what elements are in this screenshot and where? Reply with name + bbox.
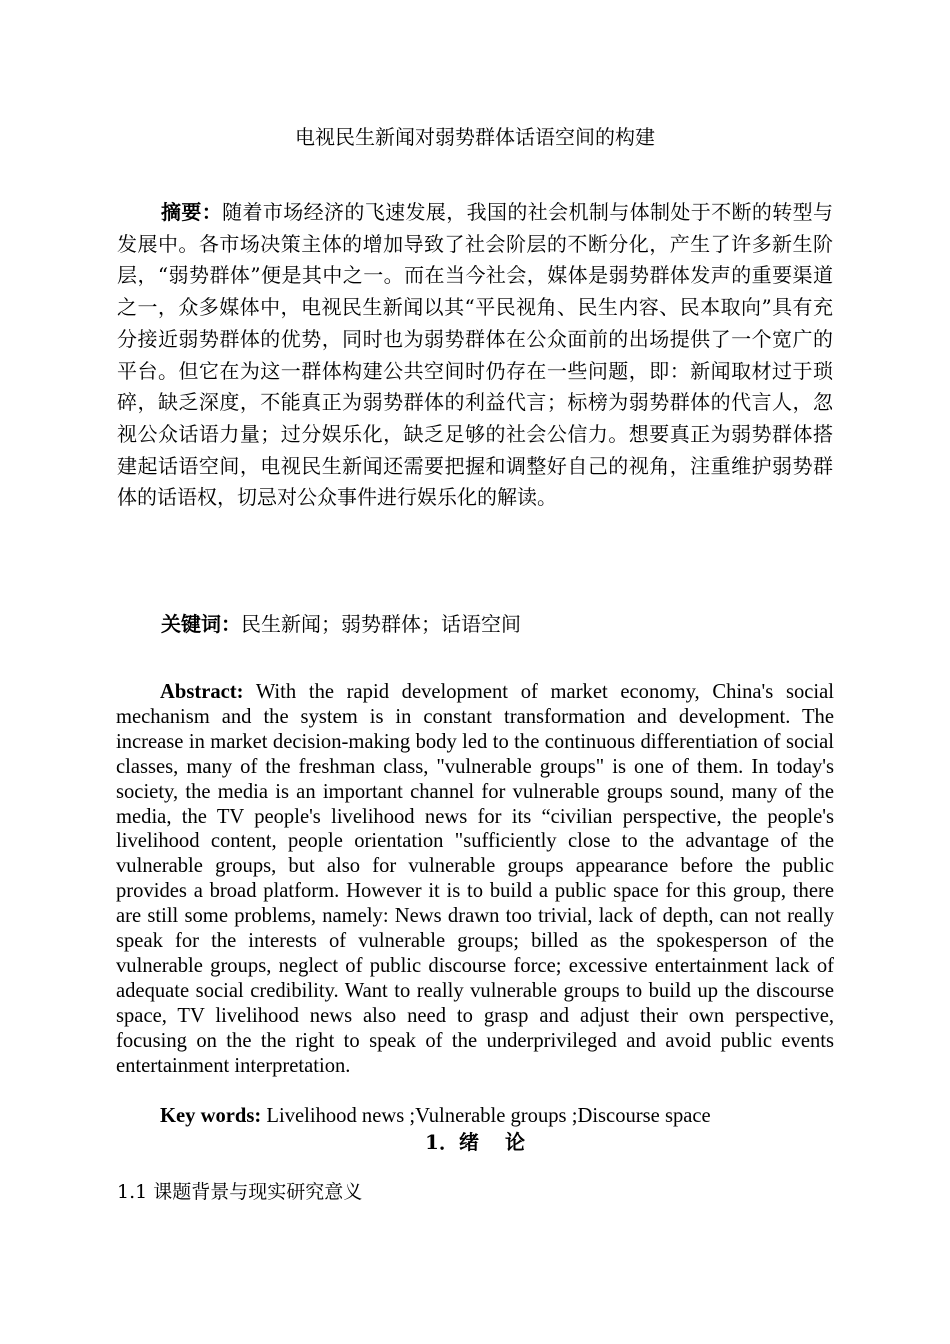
section-heading-introduction [0, 1128, 950, 1156]
chinese-abstract-label: 摘要： [161, 200, 223, 224]
chinese-keywords-label: 关键词： [161, 612, 241, 636]
chinese-abstract-text: 随着市场经济的飞速发展，我国的社会机制与体制处于不断的转型与发展中。各市场决策主体的增加导致了社会阶层的不断分化，产生了许多新生阶层，“弱势群体”便是其中之一。而在当今社会，媒体是弱势群体发声的重要渠道之一，众多媒体中，电视民生新闻以其“平民视角、民生内容、民本取向”具有充分接近弱势群体的优势，同时也为弱势群体在公众面前的出场提供了一个宽广的平台。但它在为这一群体构建公共空间时仍存在一些问题，即：新闻取材过于琐碎，缺乏深度，不能真正为弱势群体的利益代言；标榜为弱势群体的代言人，忽视公众话语力量；过分娱乐化，缺乏足够的社会公信力。想要真正为弱势群体搭建起话语空间，电视民生新闻还需要把握和调整好自己的视角，注重维护弱势群体的话语权，切忌对公众事件进行娱乐化的解读。 [117, 200, 833, 510]
paper-title: 电视民生新闻对弱势群体话语空间的构建 [295, 125, 655, 149]
english-abstract-text: With the rapid development of market economy, China's social mechanism and the system is in constant transformation and development. The increase in market decision-making body led to the continuous differentiation of social classes, many of the freshman class, "vulnerable groups" is one of them. In today's society, the media is an important channel for vulnerable groups sound, many of the media, the TV people's livelihood news for its “civilian perspective, the people's livelihood content, people orientation "sufficiently close to the advantage of the vulnerable groups, but also for vulnerable groups appearance before the public provides a broad platform. However it is to build a public space for this group, there are still some problems, namely: News drawn too trivial, lack of depth, can not really speak for the interests of vulnerable groups; billed as the spokesperson of the vulnerable groups, neglect of public discourse force; excessive entertainment lack of adequate social credibility. Want to really vulnerable groups to build up the discourse space, TV livelihood news also need to grasp and adjust their own perspective, focusing on the the right to speak of the underprivileged and avoid public events entertainment interpretation. [116, 681, 834, 1077]
section-number: 1．绪 [425, 1130, 479, 1154]
english-keywords-text: Livelihood news ;Vulnerable groups ;Discourse space [266, 1105, 711, 1127]
chinese-keywords [161, 609, 841, 639]
english-keywords [160, 1104, 850, 1129]
english-abstract [116, 680, 834, 1079]
section-title: 论 [504, 1130, 525, 1154]
subsection-heading-background: 1.1 课题背景与现实研究意义 [117, 1181, 363, 1203]
chinese-keywords-text: 民生新闻；弱势群体；话语空间 [241, 612, 521, 636]
english-keywords-label: Key words: [160, 1105, 262, 1127]
english-abstract-label: Abstract: [160, 681, 244, 703]
chinese-abstract [117, 197, 833, 514]
